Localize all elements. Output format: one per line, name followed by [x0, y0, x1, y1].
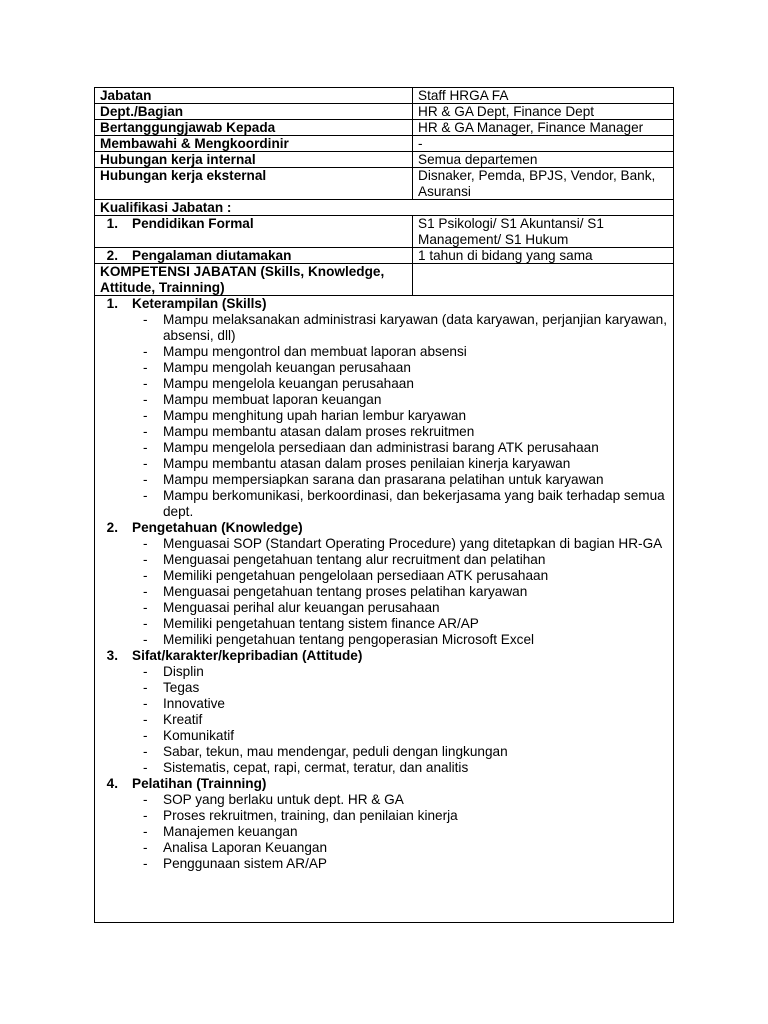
label-hubungan-internal: Hubungan kerja internal	[95, 152, 413, 167]
list-item: - Mampu berkomunikasi, berkoordinasi, dan bekerjasama yang baik terhadap semua dept.	[143, 488, 665, 519]
value-bertanggungjawab: HR & GA Manager, Finance Manager	[418, 120, 644, 135]
list-item: - Tegas	[143, 680, 200, 695]
list-item: - Komunikatif	[143, 728, 235, 743]
row-hubungan-internal	[95, 152, 673, 168]
value-hubungan-eksternal: Disnaker, Pemda, BPJS, Vendor, Bank, Asuransi	[418, 168, 656, 199]
section-title: Keterampilan (Skills)	[132, 296, 267, 311]
list-item: - Mampu membantu atasan dalam proses penilaian kinerja karyawan	[143, 456, 571, 471]
list-item: - SOP yang berlaku untuk dept. HR & GA	[143, 792, 404, 807]
list-item: - Mampu menghitung upah harian lembur karyawan	[143, 408, 467, 423]
list-item: - Mampu mengolah keuangan perusahaan	[143, 360, 411, 375]
attitude-list	[100, 664, 668, 776]
list-item: - Menguasai pengetahuan tentang alur recruitment dan pelatihan	[143, 552, 546, 567]
section-title: Sifat/karakter/kepribadian (Attitude)	[132, 648, 363, 663]
row-membawahi	[95, 136, 673, 152]
list-item: - Mampu mengelola persediaan dan administrasi barang ATK perusahaan	[143, 440, 599, 455]
list-item: - Sabar, tekun, mau mendengar, peduli dengan lingkungan	[143, 744, 508, 759]
kualifikasi-title: Kualifikasi Jabatan :	[100, 200, 232, 215]
list-item: - Mampu mengontrol dan membuat laporan absensi	[143, 344, 467, 359]
list-item: - Memiliki pengetahuan tentang pengoperasian Microsoft Excel	[143, 632, 535, 647]
label-dept: Dept./Bagian	[95, 104, 413, 119]
section-training-title	[100, 776, 668, 792]
row-kualifikasi-title	[95, 200, 673, 216]
label-hubungan-eksternal: Hubungan kerja eksternal	[95, 168, 413, 199]
label-pengalaman	[95, 248, 413, 263]
list-item: - Mampu mempersiapkan sarana dan prasarana pelatihan untuk karyawan	[143, 472, 604, 487]
list-item: - Memiliki pengetahuan pengelolaan persediaan ATK perusahaan	[143, 568, 549, 583]
value-jabatan: Staff HRGA FA	[418, 88, 509, 103]
list-item: - Sistematis, cepat, rapi, cermat, teratur, dan analitis	[143, 760, 469, 775]
section-number: 4.	[106, 776, 118, 791]
row-jabatan	[95, 88, 673, 104]
pengalaman-label: Pengalaman diutamakan	[132, 248, 292, 263]
pendidikan-label: Pendidikan Formal	[132, 216, 254, 231]
label-membawahi: Membawahi & Mengkoordinir	[95, 136, 413, 151]
kompetensi-content	[95, 296, 673, 872]
row-dept	[95, 104, 673, 120]
value-dept: HR & GA Dept, Finance Dept	[418, 104, 595, 119]
section-title: Pengetahuan (Knowledge)	[132, 520, 303, 535]
kompetensi-empty-cell	[413, 264, 673, 295]
list-item: - Mampu membuat laporan keuangan	[143, 392, 382, 407]
section-number: 3.	[106, 648, 118, 663]
value-hubungan-internal: Semua departemen	[418, 152, 538, 167]
skills-list	[100, 312, 668, 520]
list-item: - Analisa Laporan Keuangan	[143, 840, 328, 855]
list-item: - Displin	[143, 664, 204, 679]
row-pendidikan	[95, 216, 673, 248]
list-item: - Mampu melaksanakan administrasi karyawan (data karyawan, perjanjian karyawan, absensi, dll)	[143, 312, 667, 343]
section-knowledge-title	[100, 520, 668, 536]
section-attitude-title	[100, 648, 668, 664]
value-pendidikan: S1 Psikologi/ S1 Akuntansi/ S1 Management/ S1 Hukum	[418, 216, 604, 247]
list-item: - Innovative	[143, 696, 225, 711]
label-bertanggungjawab: Bertanggungjawab Kepada	[95, 120, 413, 135]
label-pendidikan	[95, 216, 413, 247]
row-pengalaman	[95, 248, 673, 264]
list-item: - Menguasai pengetahuan tentang proses pelatihan karyawan	[143, 584, 528, 599]
section-number: 1.	[106, 296, 118, 311]
section-skills-title	[100, 296, 668, 312]
pendidikan-number: 1.	[106, 216, 118, 231]
list-item: - Menguasai SOP (Standart Operating Procedure) yang ditetapkan di bagian HR-GA	[143, 536, 663, 551]
row-kompetensi-title	[95, 264, 673, 296]
list-item: - Penggunaan sistem AR/AP	[143, 856, 327, 871]
kompetensi-title: KOMPETENSI JABATAN (Skills, Knowledge, Attitude, Trainning)	[95, 264, 413, 295]
section-title: Pelatihan (Trainning)	[132, 776, 267, 791]
row-hubungan-eksternal	[95, 168, 673, 200]
label-jabatan: Jabatan	[95, 88, 413, 103]
value-membawahi: -	[418, 136, 423, 151]
list-item: - Memiliki pengetahuan tentang sistem finance AR/AP	[143, 616, 479, 631]
row-bertanggungjawab	[95, 120, 673, 136]
list-item: - Manajemen keuangan	[143, 824, 298, 839]
knowledge-list	[100, 536, 668, 648]
list-item: - Menguasai perihal alur keuangan perusahaan	[143, 600, 440, 615]
list-item: - Proses rekruitmen, training, dan penilaian kinerja	[143, 808, 458, 823]
list-item: - Mampu mengelola keuangan perusahaan	[143, 376, 414, 391]
list-item: - Mampu membantu atasan dalam proses rekruitmen	[143, 424, 475, 439]
training-list	[100, 792, 668, 872]
list-item: - Kreatif	[143, 712, 203, 727]
value-pengalaman: 1 tahun di bidang yang sama	[418, 248, 593, 263]
pengalaman-number: 2.	[106, 248, 118, 263]
section-number: 2.	[106, 520, 118, 535]
job-description-table	[94, 87, 674, 923]
